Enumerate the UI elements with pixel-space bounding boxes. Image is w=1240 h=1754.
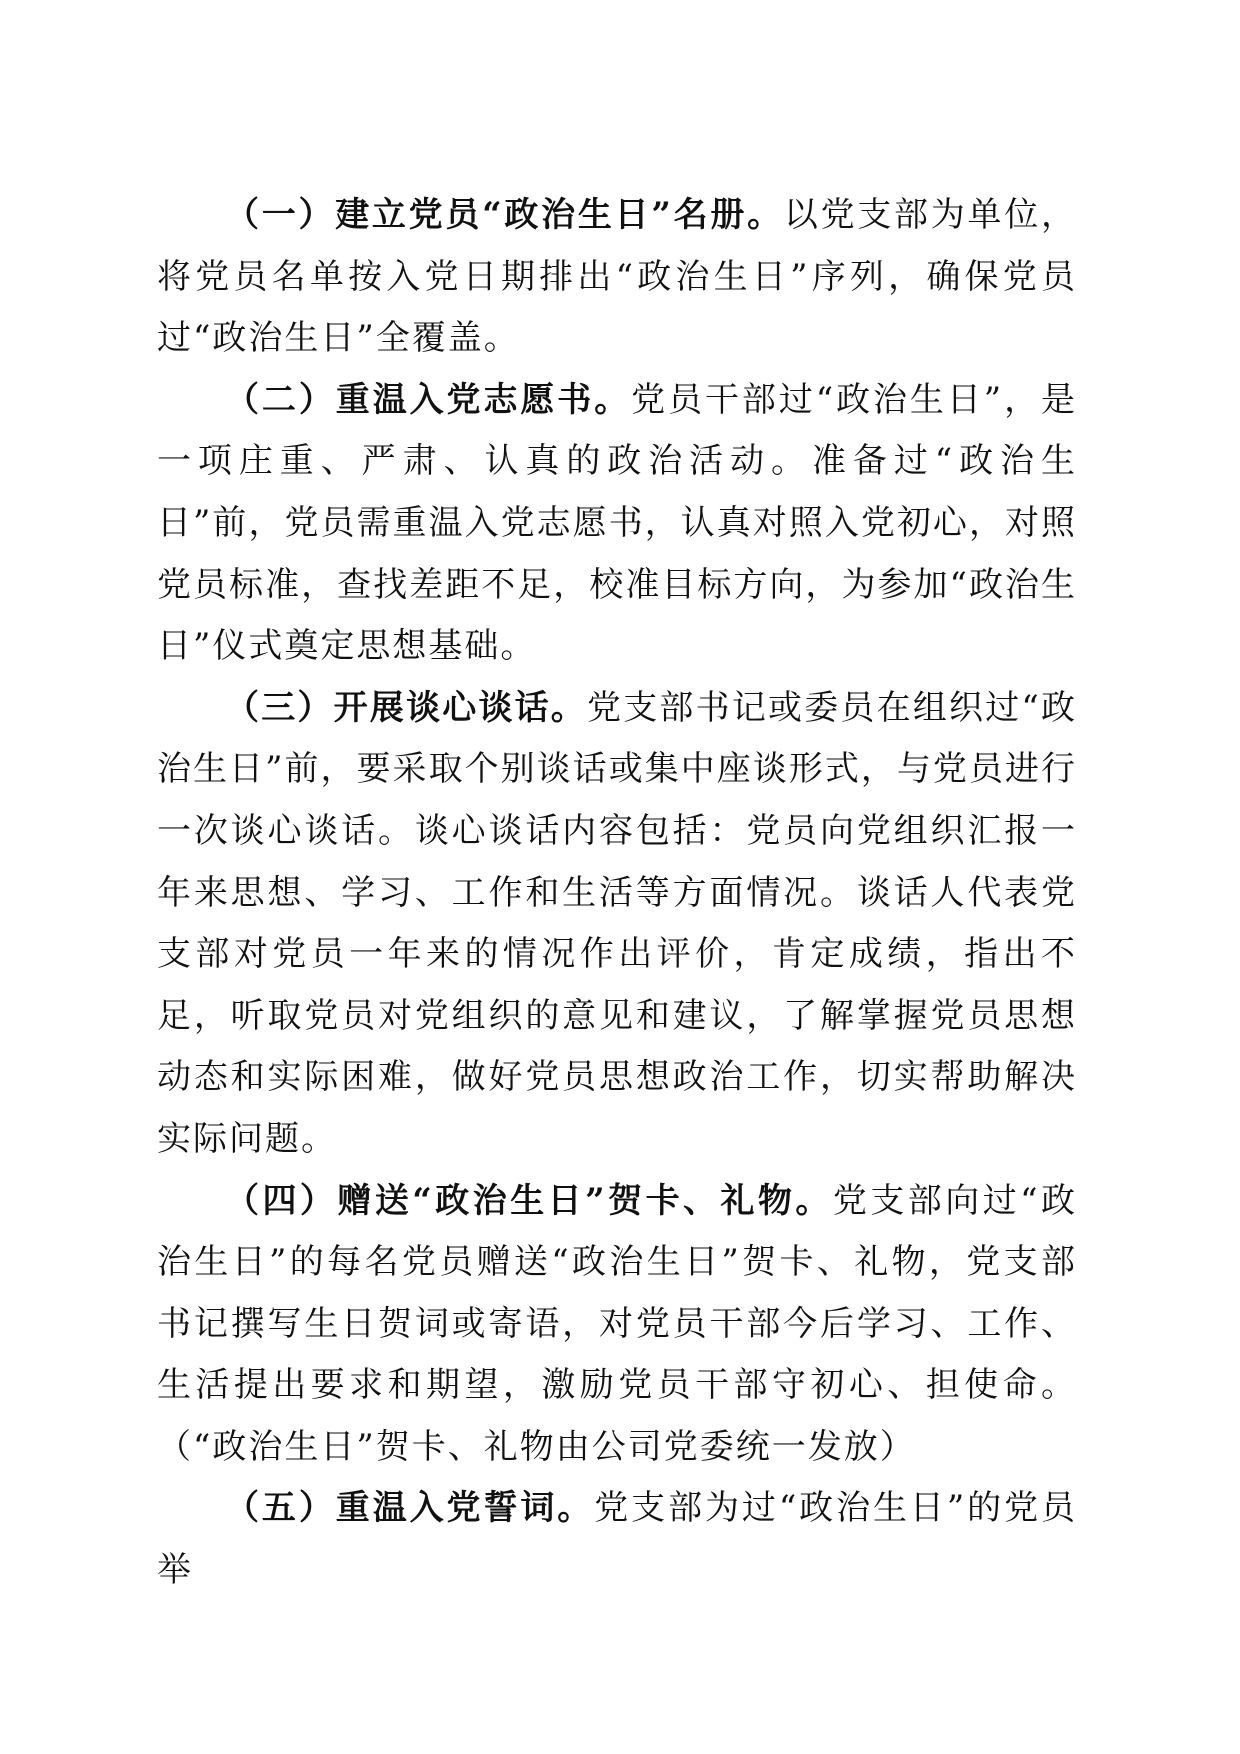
paragraph-establish-roster [157,185,1077,370]
document-body [157,185,1077,1602]
paragraph-heading: （一）建立党员“政治生日”名册。 [225,195,784,235]
paragraph-text: 党支部向过“政治生日”的每名党员赠送“政治生日”贺卡、礼物，党支部书记撰写生日贺词或寄语，对党员干部今后学习、工作、生活提出要求和期望，激励党员干部守初心、担使命。（“政治生日”贺卡、礼物由公司党委统一发放） [157,1180,1077,1467]
paragraph-review-oath [157,1478,1077,1601]
paragraph-heart-to-heart-talk [157,678,1077,1171]
paragraph-text: 党支部为过“政治生日”的党员举 [157,1488,1077,1591]
paragraph-text: 党支部书记或委员在组织过“政治生日”前，要采取个别谈话或集中座谈形式，与党员进行一次谈心谈话。谈心谈话内容包括：党员向党组织汇报一年来思想、学习、工作和生活等方面情况。谈话人代表党支部对党员一年来的情况作出评价，肯定成绩，指出不足，听取党员对党组织的意见和建议，了解掌握党员思想动态和实际困难，做好党员思想政治工作，切实帮助解决实际问题。 [157,687,1078,1159]
paragraph-heading: （三）开展谈心谈话。 [225,687,588,728]
paragraph-heading: （五）重温入党誓词。 [225,1488,595,1529]
paragraph-heading: （二）重温入党志愿书。 [225,379,632,420]
paragraph-heading: （四）赠送“政治生日”贺卡、礼物。 [225,1180,833,1221]
paragraph-review-application [157,370,1077,678]
paragraph-cards-gifts [157,1171,1077,1479]
paragraph-text: 党员干部过“政治生日”，是一项庄重、严肃、认真的政治活动。准备过“政治生日”前，党员需重温入党志愿书，认真对照入党初心，对照党员标准，查找差距不足，校准目标方向，为参加“政治生日”仪式奠定思想基础。 [157,379,1077,667]
paragraph-text: 以党支部为单位，将党员名单按入党日期排出“政治生日”序列，确保党员过“政治生日”全覆盖。 [157,195,1077,359]
